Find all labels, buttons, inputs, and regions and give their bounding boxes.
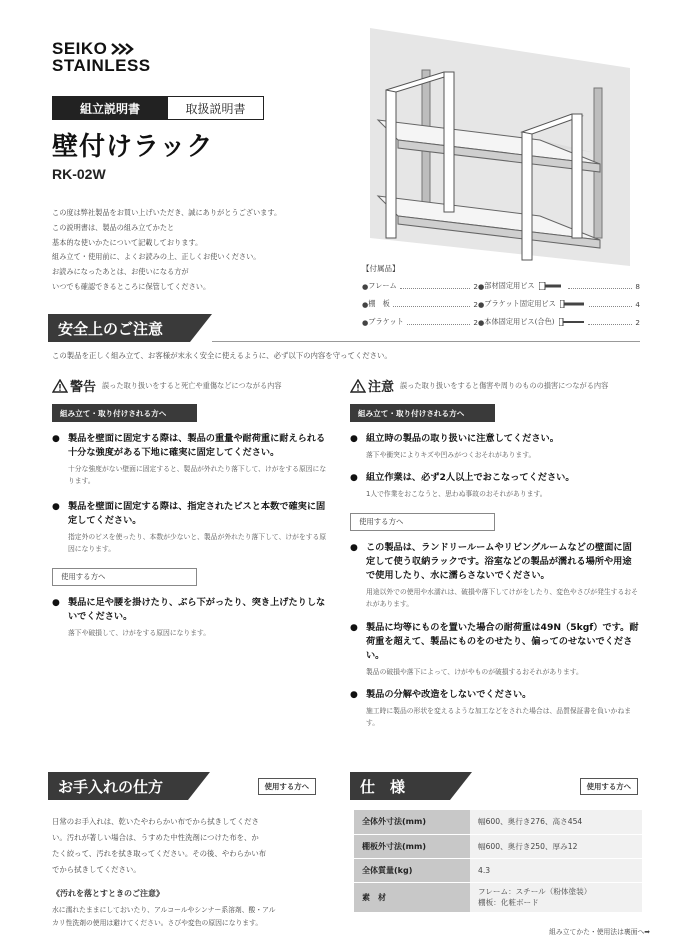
care-heading: お手入れの仕方: [48, 772, 188, 800]
care-line: たく絞って、汚れを拭き取ってください。その後、やわらかい布: [52, 849, 267, 858]
accessory-name: フレーム: [368, 281, 397, 290]
caution-column: [350, 376, 640, 730]
accessory-qty: 2: [473, 281, 478, 291]
tab-assembly-manual: 組立説明書: [52, 96, 168, 120]
model-number: RK-02W: [52, 166, 106, 182]
care-section-header: [48, 772, 318, 800]
product-illustration: [362, 28, 630, 266]
caution-user-label: 使用する方へ: [350, 513, 495, 531]
care-line: い。汚れが著しい場合は、うすめた中性洗剤につけた布を、か: [52, 833, 259, 842]
intro-line: お読みになったあとは、お使いになる方が: [52, 267, 189, 277]
bullet-subtext: 用途以外での使用や水濡れは、破損や落下してけがをしたり、変色やさびが発生するおそれがあります。: [366, 587, 638, 609]
care-line: でから拭きしてください。: [52, 865, 141, 874]
caution-triangle-icon: [350, 379, 366, 393]
intro-line: 基本的な使いかたについて記載しております。: [52, 237, 203, 247]
bullet-subtext: 製品の破損や落下によって、けがやものが破損するおそれがあります。: [366, 667, 583, 676]
bullet-text: ● 組立作業は、必ず2人以上でおこなってください。: [366, 471, 640, 485]
care-sub-line: 水に濡れたままにしておいたり、アルコールやシンナー系溶剤、酸・アル: [52, 906, 276, 914]
intro-line: この説明書は、製品の組み立てかたと: [52, 222, 175, 232]
accessory-name: 部材固定用ビス: [484, 281, 535, 290]
list-item: [350, 471, 640, 500]
spec-value: 幅600、奥行き276、高さ454: [470, 810, 642, 834]
doc-type-tabs: [52, 96, 264, 120]
table-row: [354, 858, 642, 882]
bullet-subtext: 指定外のビスを使ったり、本数が少ないと、製品が外れたり落下して、けがをする原因になります。: [68, 532, 327, 554]
warning-assembler-label: 組み立て・取り付けされる方へ: [52, 404, 197, 422]
list-item: [52, 596, 332, 639]
care-audience-tag: 使用する方へ: [258, 778, 316, 795]
safety-note: この製品を正しく組み立て、お客様が末永く安全に使えるように、必ず以下の内容を守ってください。: [52, 351, 392, 360]
spec-audience-tag: 使用する方へ: [580, 778, 638, 795]
list-item: [350, 688, 640, 730]
spec-heading: 仕 様: [350, 772, 450, 800]
warning-desc: 誤った取り扱いをすると死亡や重傷などにつながる内容: [102, 380, 282, 390]
bullet-text: ● 製品の分解や改造をしないでください。: [366, 688, 640, 702]
list-item: [52, 500, 332, 556]
screw-icon: [539, 282, 565, 290]
table-row: [354, 810, 642, 834]
accessory-item: ● ブラケット 2: [362, 317, 478, 327]
care-sub-heading: 《汚れを落とすときのご注意》: [52, 889, 164, 898]
spec-key: 全体外寸法(mm): [354, 810, 470, 834]
caution-desc: 誤った取り扱いをすると傷害や周りのものの損害につながる内容: [400, 380, 609, 390]
accessory-qty: 2: [635, 317, 640, 327]
accessory-item: ● 部材固定用ビス 8: [478, 281, 640, 291]
spec-key: 棚板外寸法(mm): [354, 834, 470, 858]
list-item: [350, 432, 640, 461]
list-item: [350, 621, 640, 678]
bullet-subtext: 十分な強度がない壁面に固定すると、製品が外れたり落下して、けがをする原因になります。: [68, 465, 327, 486]
spec-value: 4.3: [470, 858, 642, 882]
accessories-heading: 【付属品】: [362, 264, 400, 273]
bullet-text: ● 製品に均等にものを置いた場合の耐荷重は49N（5kgf）です。耐荷重を超えて、製品にものをのせたり、偏ってのせないでください。: [366, 621, 640, 663]
accessory-name: 本体固定用ビス(合色): [484, 317, 555, 326]
table-row: [354, 882, 642, 912]
spec-table: [354, 810, 642, 913]
accessory-qty: 8: [635, 281, 640, 291]
accessory-qty: 2: [473, 317, 478, 327]
bullet-text: ● 製品に足や腰を掛けたり、ぶら下がったり、突き上げたりしないでください。: [68, 596, 332, 624]
accessory-qty: 4: [635, 299, 640, 309]
caution-assembler-label: 組み立て・取り付けされる方へ: [350, 404, 495, 422]
warning-triangle-icon: [52, 379, 68, 393]
list-item: [52, 432, 332, 488]
safety-heading: 安全上のご注意: [48, 314, 190, 342]
warning-user-label: 使用する方へ: [52, 568, 197, 586]
bullet-text: ● この製品は、ランドリールームやリビングルームなどの壁面に固定して使う収納ラックです。浴室などの製品が濡れる場所や用途で使用したり、水に濡らさないでください。: [366, 541, 640, 583]
care-text: [52, 814, 324, 878]
spec-key: 素 材: [354, 882, 470, 912]
bullet-subtext: 施工時に製品の形状を変えるような加工などをされた場合は、品質保証書を負いかねます。: [366, 707, 632, 728]
accessory-name: ブラケット: [368, 317, 404, 326]
caution-header: [350, 376, 640, 395]
care-sub-text: [52, 904, 324, 930]
accessory-qty: 2: [473, 299, 478, 309]
footer-note: 組み立てかた・使用法は裏面へ➡: [549, 928, 650, 936]
safety-section-header: [48, 314, 640, 342]
warning-label: 警告: [70, 380, 97, 395]
warning-header: [52, 376, 332, 395]
spec-value: 幅600、奥行き250、厚み12: [470, 834, 642, 858]
spec-key: 全体質量(kg): [354, 858, 470, 882]
spec-value-line: 棚板：化粧ボード: [478, 898, 539, 907]
intro-line: この度は弊社製品をお買い上げいただき、誠にありがとうございます。: [52, 208, 282, 217]
bullet-subtext: 1人で作業をおこなうと、思わぬ事故のおそれがあります。: [366, 490, 547, 499]
care-sub-line: カリ性洗剤の使用は避けてください。さびや変色の原因になります。: [52, 919, 263, 927]
bullet-subtext: 落下や衝突によりキズや凹みがつくおそれがあります。: [366, 451, 536, 459]
intro-text: [52, 206, 342, 295]
screw-icon: [560, 300, 586, 308]
accessory-name: ブラケット固定用ビス: [484, 299, 556, 308]
page-title: 壁付けラック: [52, 132, 214, 162]
brand-line2: STAINLESS: [52, 56, 151, 75]
spec-value-line: フレーム：スチール（粉体塗装）: [478, 887, 592, 896]
list-item: [350, 541, 640, 611]
bullet-text: ● 製品を壁面に固定する際は、製品の重量や耐荷重に耐えられる十分な強度がある下地に確実に固定してください。: [68, 432, 332, 460]
intro-line: いつでも確認できるところに保管してください。: [52, 281, 211, 291]
intro-line: 組み立て・使用前に、よくお読みの上、正しくお使いください。: [52, 252, 261, 262]
accessory-item: ● ブラケット固定用ビス 4: [478, 299, 640, 309]
spec-value: [470, 882, 642, 912]
bullet-subtext: 落下や破損して、けがをする原因になります。: [68, 628, 211, 637]
accessory-item: ● 棚 板 2: [362, 299, 478, 309]
accessory-item: ● 本体固定用ビス(合色) 2: [478, 317, 640, 327]
double-chevron-icon: [111, 43, 135, 55]
tab-user-manual: 取扱説明書: [168, 96, 264, 120]
accessory-item: ● フレーム 2: [362, 281, 478, 291]
accessory-name: 棚 板: [368, 299, 390, 308]
bullet-text: ● 組立時の製品の取り扱いに注意してください。: [366, 432, 640, 446]
care-line: 日常のお手入れは、乾いたやわらかい布でから拭きしてくださ: [52, 817, 259, 826]
spec-section-header: [350, 772, 640, 800]
brand-logo: [52, 40, 151, 74]
table-row: [354, 834, 642, 858]
brand-line1: SEIKO: [52, 39, 108, 58]
caution-label: 注意: [368, 380, 395, 395]
bullet-text: ● 製品を壁面に固定する際は、指定されたビスと本数で確実に固定してください。: [68, 500, 332, 528]
warning-column: [52, 376, 332, 639]
